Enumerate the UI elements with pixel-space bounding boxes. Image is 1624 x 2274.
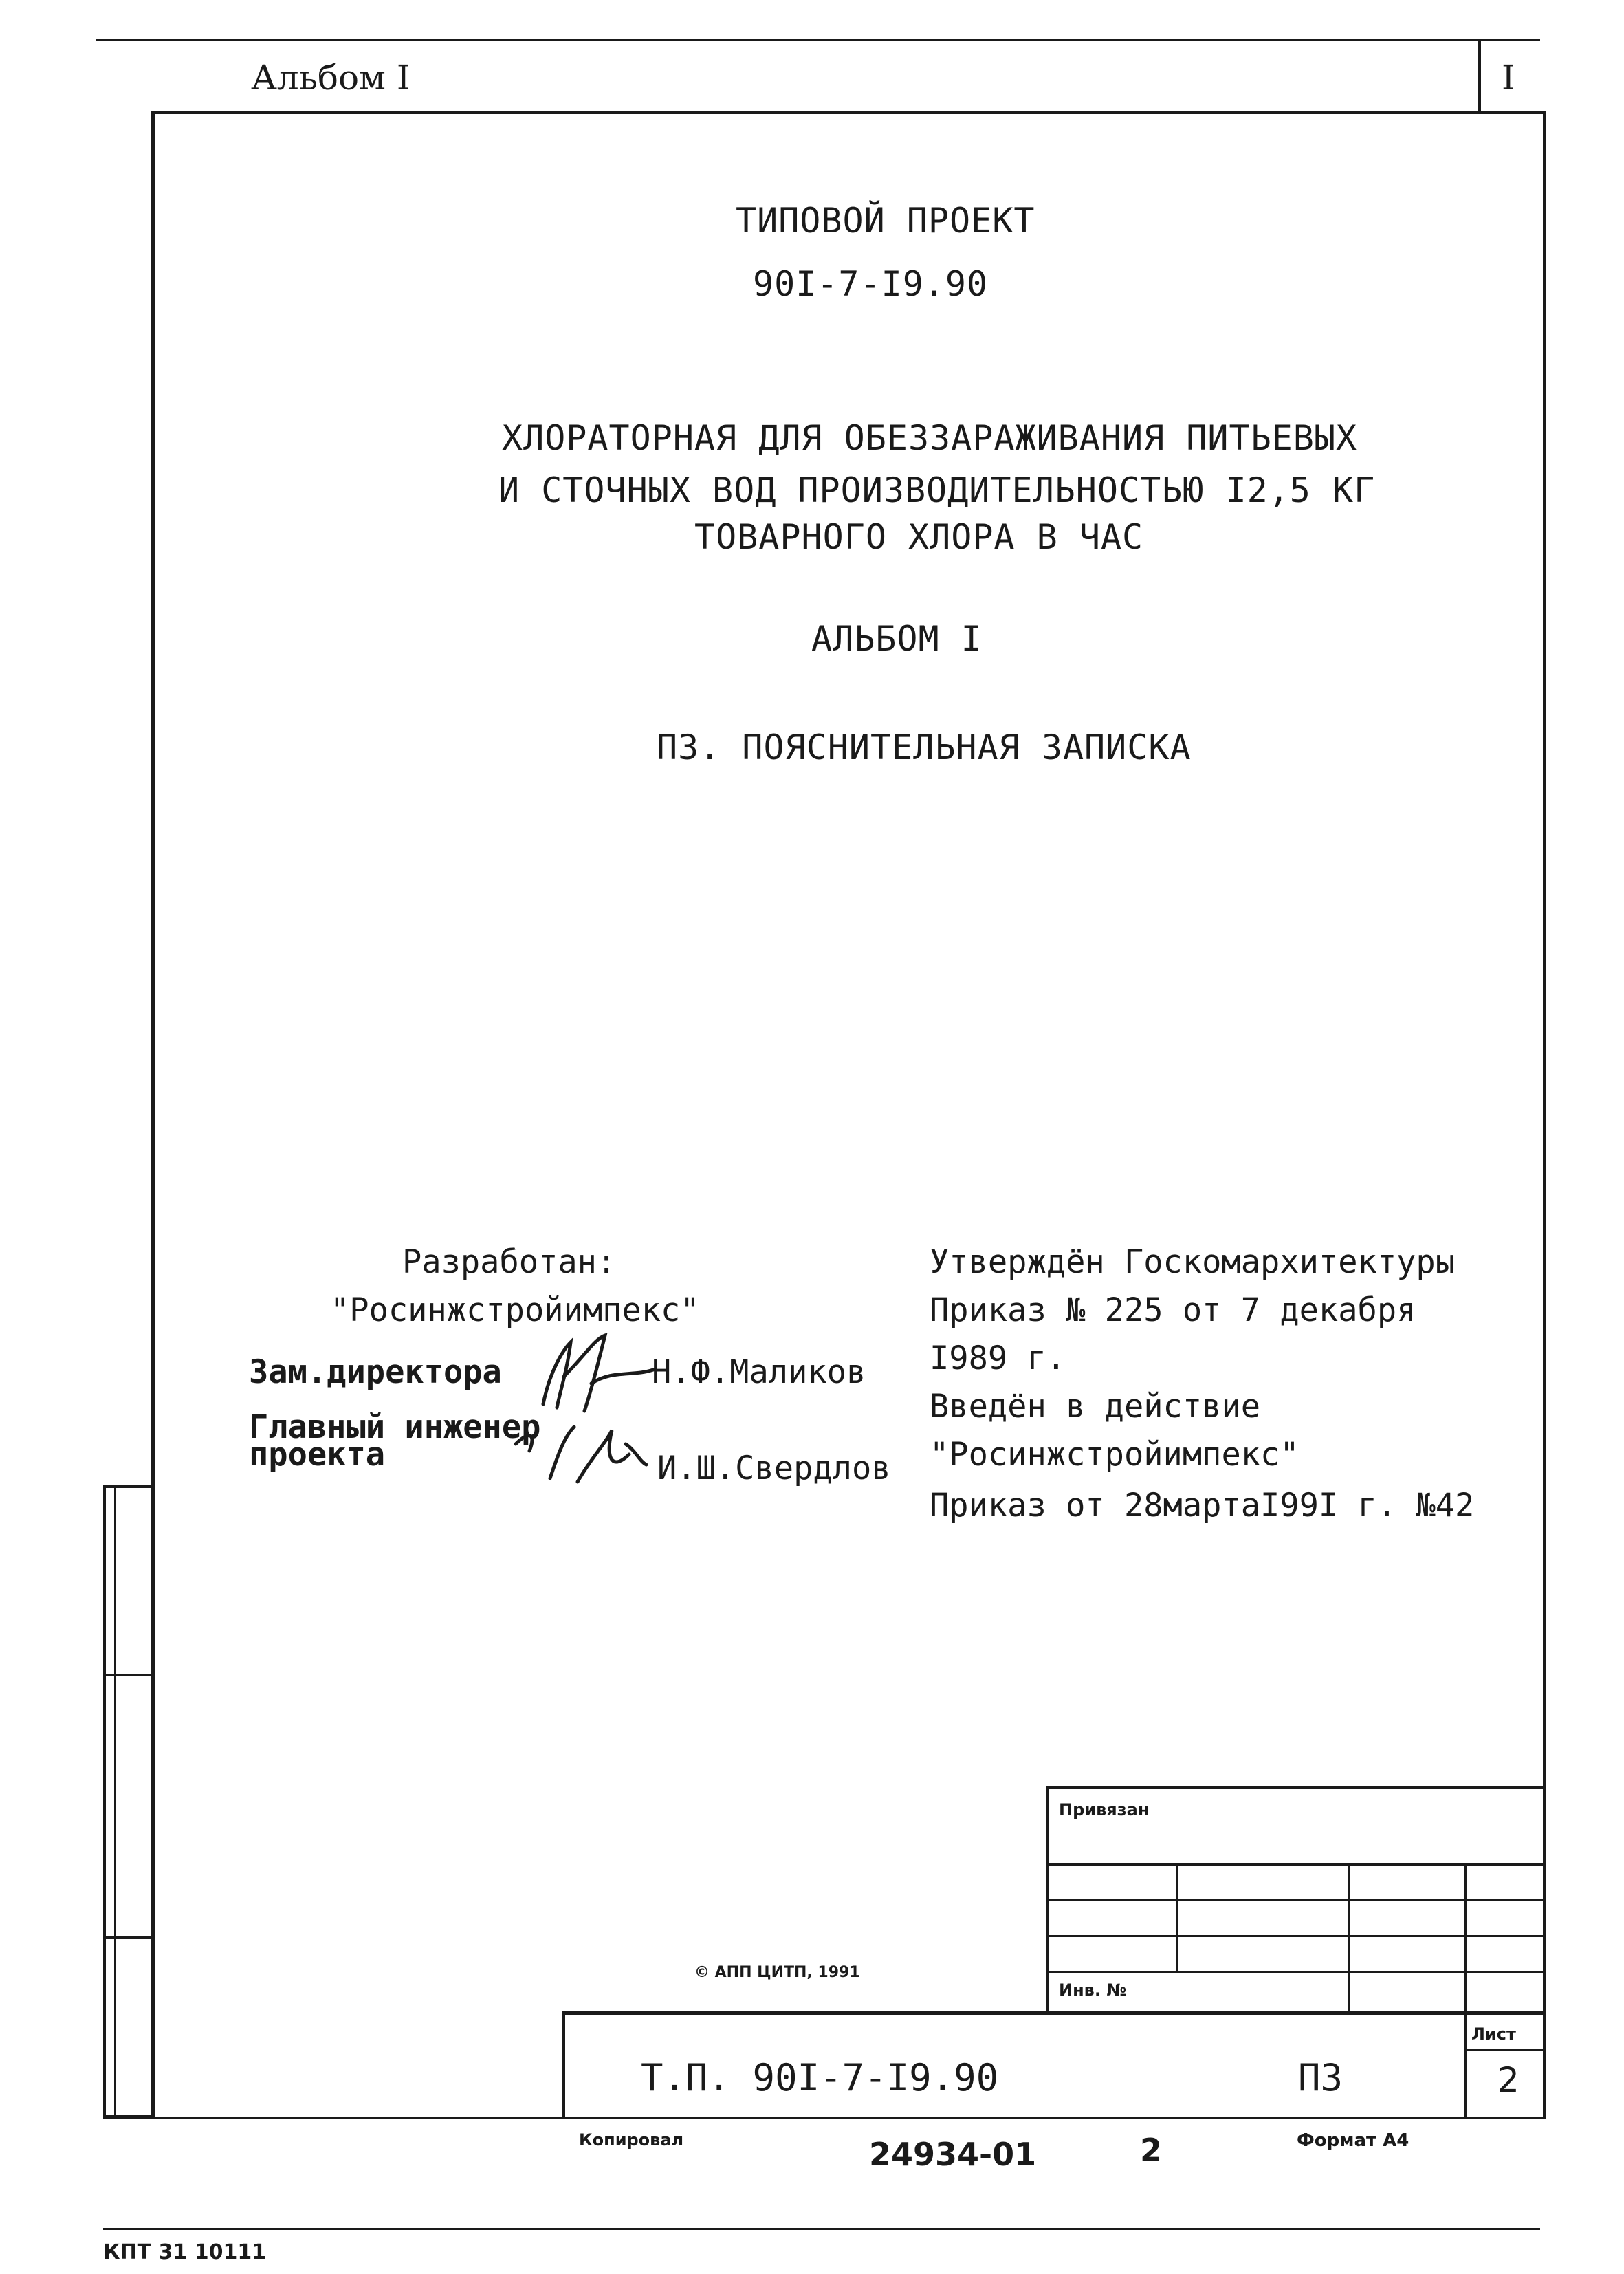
developed-heading: Разработан: [402,1243,617,1281]
corner-box-left [1478,41,1481,113]
header-top-rule [96,39,1540,41]
references-label: Привязан [1059,1800,1150,1819]
designation-code: Т.П. 90I-7-I9.90 [641,2056,999,2099]
references-row-2 [1046,1899,1543,1901]
chief-engineer-label-2: проекта [249,1436,386,1474]
developer-organization: "Росинжстройимпекс" [330,1291,700,1329]
inventory-number-label: Инв. № [1059,1980,1127,2000]
print-mark: КПТ 31 10111 [103,2240,267,2264]
binding-divider-1 [103,1674,153,1676]
copy-sheet-number: 2 [1140,2132,1163,2169]
sheet-cell-divider [1464,2049,1546,2051]
approved-line-1: Утверждён Госкомархитектуры [930,1243,1456,1281]
chief-engineer-name: И.Ш.Свердлов [657,1450,891,1487]
album-title: АЛЬБОМ I [811,619,983,659]
chief-engineer-signature [509,1403,653,1492]
project-number: 90I-7-I9.90 [753,264,989,304]
footer-rule [103,2228,1540,2230]
approved-line-4: Введён в действие [930,1388,1261,1425]
references-col-3 [1464,1863,1467,2013]
approved-line-3: I989 г. [930,1340,1066,1377]
references-row-4 [1046,1971,1543,1973]
references-row-3 [1046,1935,1543,1937]
references-row-1 [1046,1863,1543,1866]
project-type: ТИПОВОЙ ПРОЕКТ [736,201,1035,241]
section-code: ПЗ [1298,2056,1343,2099]
references-col-2 [1348,1863,1350,2013]
frame-top [151,111,1546,114]
binding-strip [103,1485,153,2118]
copyright-note: © АПП ЦИТП, 1991 [694,1964,860,1981]
deputy-director-name: Н.Ф.Маликов [652,1353,866,1391]
copied-label: Копировал [579,2130,684,2150]
deputy-director-label: Зам.директора [249,1353,502,1391]
approved-line-2: Приказ № 225 от 7 декабря [930,1291,1416,1329]
title-line-3: ТОВАРНОГО ХЛОРА В ЧАС [694,517,1144,557]
order-number: 24934-01 [869,2136,1037,2173]
section-title: ПЗ. ПОЯСНИТЕЛЬНАЯ ЗАПИСКА [657,728,1192,767]
sheet-label: Лист [1471,2024,1516,2044]
format-label: Формат А4 [1297,2130,1409,2151]
title-line-1: ХЛОРАТОРНАЯ ДЛЯ ОБЕЗЗАРАЖИВАНИЯ ПИТЬЕВЫХ [502,418,1358,458]
approved-line-5: "Росинжстройимпекс" [930,1436,1299,1474]
chief-engineer-label-1: Главный инженер [249,1408,541,1446]
corner-sheet-number: I [1502,58,1515,98]
title-line-2: И СТОЧНЫХ ВОД ПРОИЗВОДИТЕЛЬНОСТЬЮ I2,5 КГ [498,470,1376,510]
binding-divider-2 [103,1936,153,1939]
sheet-number: 2 [1497,2060,1519,2100]
binding-strip-inner [114,1488,116,2115]
approved-line-6: Приказ от 28мартаI99I г. №42 [930,1487,1475,1524]
designation-top-thick [562,2011,1546,2015]
album-label: Альбом I [251,58,410,98]
sheet-cell-left [1464,2013,1467,2118]
references-col-1 [1176,1863,1178,1971]
